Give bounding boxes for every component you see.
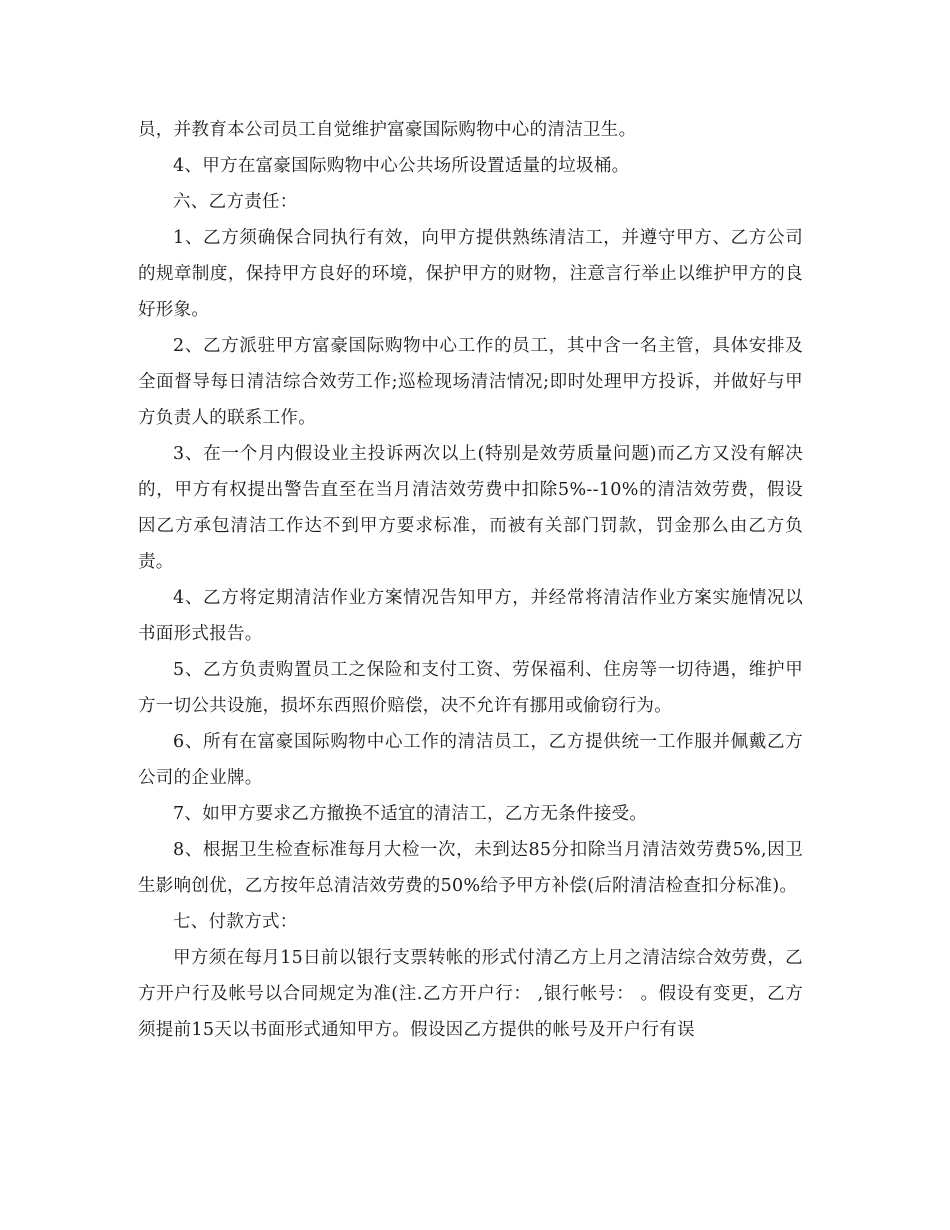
section-heading-party-b-duties: 六、乙方责任：	[173, 192, 298, 212]
paragraph-party-b-item-7: 7、如甲方要求乙方撤换不适宜的清洁工，乙方无条件接受。	[173, 804, 648, 824]
paragraph-party-b-item-6: 6、所有在富豪国际购物中心工作的清洁员工，乙方提供统一工作服并佩戴乙方公司的企业牌。	[138, 732, 803, 788]
paragraph-continuation: 员，并教育本公司员工自觉维护富豪国际购物中心的清洁卫生。	[138, 120, 637, 140]
paragraph-party-b-item-2: 2、乙方派驻甲方富豪国际购物中心工作的员工，其中含一名主管，具体安排及全面督导每日清洁综合效劳工作;巡检现场清洁情况;即时处理甲方投诉，并做好与甲方负责人的联系工作。	[138, 336, 803, 428]
paragraph-party-b-item-5: 5、乙方负责购置员工之保险和支付工资、劳保福利、住房等一切待遇，维护甲方一切公共设施，损坏东西照价赔偿，决不允许有挪用或偷窃行为。	[138, 660, 803, 716]
document-body	[138, 112, 803, 1048]
section-heading-payment: 七、付款方式：	[173, 912, 298, 932]
paragraph-party-b-item-4: 4、乙方将定期清洁作业方案情况告知甲方，并经常将清洁作业方案实施情况以书面形式报告。	[138, 588, 803, 644]
paragraph-party-b-item-1: 1、乙方须确保合同执行有效，向甲方提供熟练清洁工，并遵守甲方、乙方公司的规章制度，保持甲方良好的环境，保护甲方的财物，注意言行举止以维护甲方的良好形象。	[138, 228, 803, 320]
paragraph-party-b-item-8: 8、根据卫生检查标准每月大检一次，未到达85分扣除当月清洁效劳费5%,因卫生影响创优，乙方按年总清洁效劳费的50%给予甲方补偿(后附清洁检查扣分标准)。	[138, 840, 803, 896]
paragraph-payment-terms: 甲方须在每月15日前以银行支票转帐的形式付清乙方上月之清洁综合效劳费，乙方开户行及帐号以合同规定为准(注.乙方开户行： ,银行帐号： 。假设有变更，乙方须提前15天以书面形式通知甲方。假设因乙方提供的帐号及开户行有误	[138, 948, 803, 1040]
paragraph-party-b-item-3: 3、在一个月内假设业主投诉两次以上(特别是效劳质量问题)而乙方又没有解决的，甲方有权提出警告直至在当月清洁效劳费中扣除5%--10%的清洁效劳费，假设因乙方承包清洁工作达不到甲方要求标准，而被有关部门罚款，罚金那么由乙方负责。	[138, 444, 803, 572]
paragraph-party-a-item-4: 4、甲方在富豪国际购物中心公共场所设置适量的垃圾桶。	[173, 156, 630, 176]
